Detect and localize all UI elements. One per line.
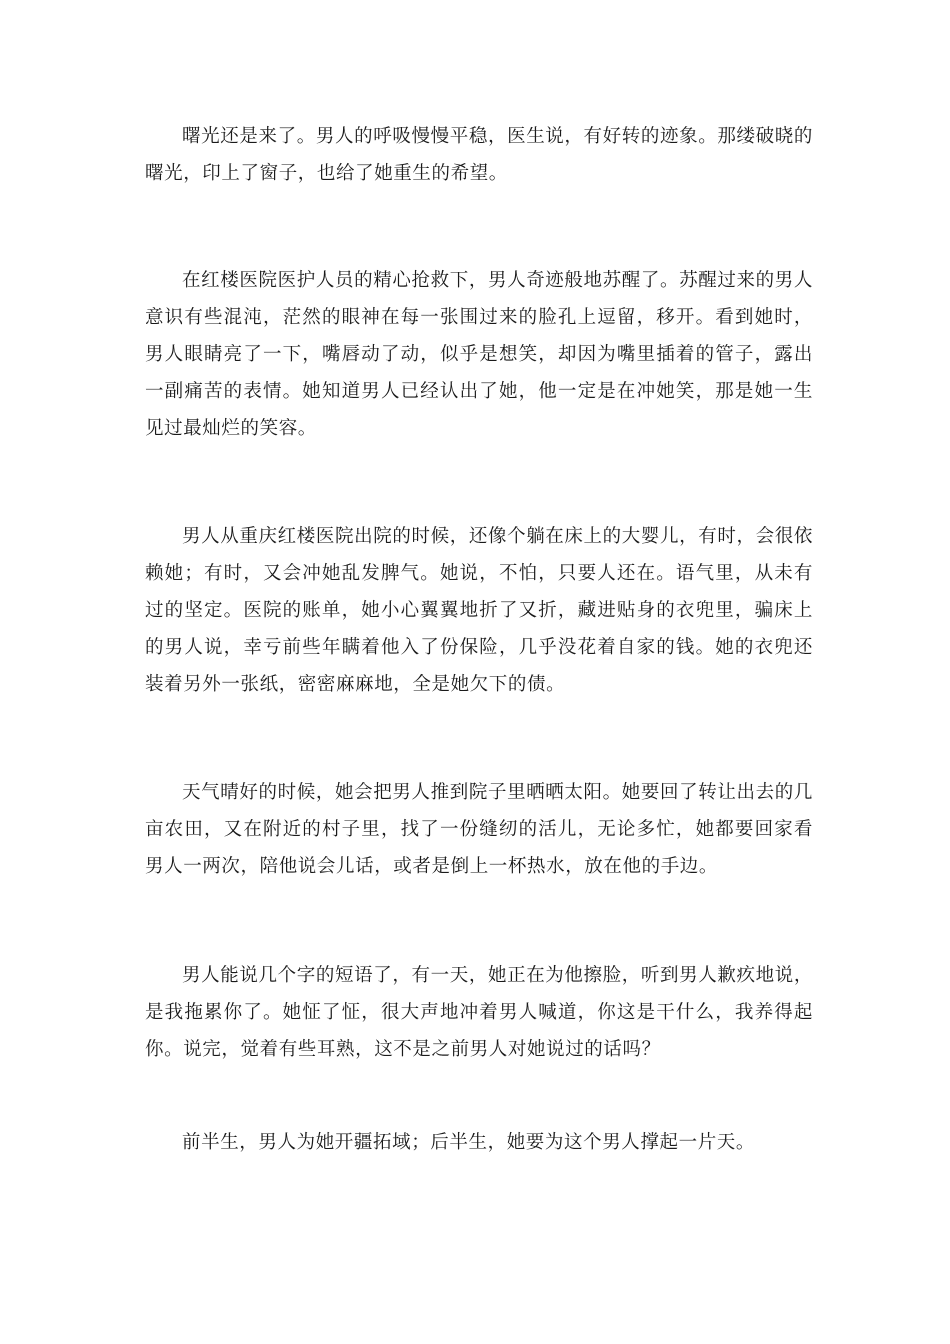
paragraph-sunny-days: 天气晴好的时候，她会把男人推到院子里晒晒太阳。她要回了转让出去的几亩农田，又在附近的村子里，找了一份缝纫的活儿，无论多忙，她都要回家看男人一两次，陪他说会儿话，或者是倒上一杯热水，放在他的手边。 <box>145 782 813 877</box>
paragraph-awakening: 在红楼医院医护人员的精心抢救下，男人奇迹般地苏醒了。苏醒过来的男人意识有些混沌，茫然的眼神在每一张围过来的脸孔上逗留，移开。看到她时，男人眼睛亮了一下，嘴唇动了动，似乎是想笑，却因为嘴里插着的管子，露出一副痛苦的表情。她知道男人已经认出了她，他一定是在冲她笑，那是她一生见过最灿烂的笑容。 <box>145 270 813 439</box>
paragraph-discharge: 男人从重庆红楼医院出院的时候，还像个躺在床上的大婴儿，有时，会很依赖她；有时，又会冲她乱发脾气。她说，不怕，只要人还在。语气里，从未有过的坚定。医院的账单，她小心翼翼地折了又折，藏进贴身的衣兜里，骗床上的男人说，幸亏前些年瞒着他入了份保险，几乎没花着自家的钱。她的衣兜还装着另外一张纸，密密麻麻地，全是她欠下的债。 <box>145 526 813 695</box>
paragraph-dawn: 曙光还是来了。男人的呼吸慢慢平稳，医生说，有好转的迹象。那缕破晓的曙光，印上了窗子，也给了她重生的希望。 <box>145 126 813 184</box>
paragraph-conclusion: 前半生，男人为她开疆拓域；后半生，她要为这个男人撑起一片天。 <box>182 1132 756 1153</box>
paragraph-apology: 男人能说几个字的短语了，有一天，她正在为他擦脸，听到男人歉疚地说，是我拖累你了。她怔了怔，很大声地冲着男人喊道，你这是干什么，我养得起你。说完，觉着有些耳熟，这不是之前男人对她说过的话吗？ <box>145 965 813 1060</box>
